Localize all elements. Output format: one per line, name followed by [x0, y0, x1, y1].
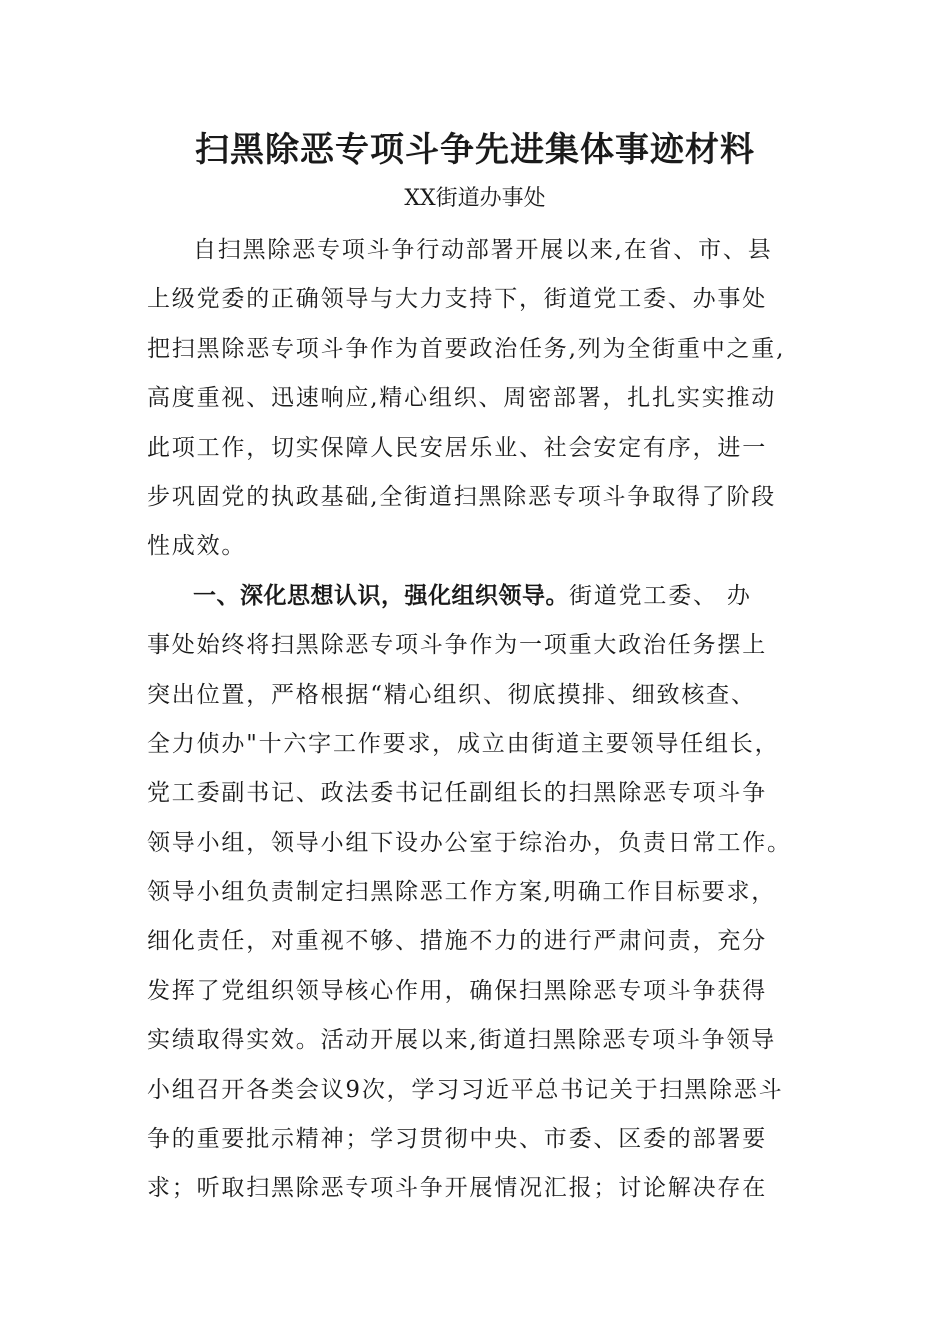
paragraph-line: 争的重要批示精神；学习贯彻中央、市委、区委的部署要 — [147, 1126, 767, 1153]
paragraph-line: 步巩固党的执政基础,全街道扫黑除恶专项斗争取得了阶段 — [147, 483, 777, 510]
paragraph-line: 上级党委的正确领导与大力支持下，街道党工委、办事处 — [147, 286, 767, 313]
document-subtitle: XX街道办事处 — [404, 186, 546, 211]
document-title: 扫黑除恶专项斗争先进集体事迹材料 — [195, 130, 755, 170]
paragraph-line: 高度重视、迅速响应,精心组织、周密部署，扎扎实实推动 — [147, 385, 777, 412]
paragraph-line: 自扫黑除恶专项斗争行动部署开展以来,在省、市、县 — [193, 237, 773, 263]
paragraph-line: 全力侦办"十六字工作要求，成立由街道主要领导任组长， — [147, 730, 780, 757]
paragraph-line: 领导小组，领导小组下设办公室于综治办，负责日常工作。 — [147, 829, 792, 856]
paragraph-line: 把扫黑除恶专项斗争作为首要政治任务,列为全街重中之重, — [147, 335, 786, 362]
paragraph-line: 小组召开各类会议9次，学习习近平总书记关于扫黑除恶斗 — [147, 1076, 784, 1103]
section-first-line — [147, 578, 809, 627]
paragraph-line: 党工委副书记、政法委书记任副组长的扫黑除恶专项斗争 — [147, 780, 767, 807]
section-first-line-text: 街道党工委、 办 — [569, 582, 752, 609]
paragraph-line: 细化责任，对重视不够、措施不力的进行严肃问责，充分 — [147, 928, 767, 955]
paragraph-line: 突出位置，严格根据“精心组织、彻底摸排、细致核查、 — [147, 681, 756, 708]
paragraph-line: 实绩取得实效。活动开展以来,街道扫黑除恶专项斗争领导 — [147, 1027, 777, 1054]
document-body — [147, 232, 809, 1220]
paragraph-line: 发挥了党组织领导核心作用，确保扫黑除恶专项斗争获得 — [147, 977, 767, 1004]
paragraph-line: 此项工作，切实保障人民安居乐业、社会安定有序，进一 — [147, 434, 767, 461]
paragraph-line: 领导小组负责制定扫黑除恶工作方案,明确工作目标要求， — [147, 879, 777, 906]
paragraph-line: 事处始终将扫黑除恶专项斗争作为一项重大政治任务摆上 — [147, 632, 767, 659]
section-heading: 一、深化思想认识，强化组织领导。 — [193, 582, 569, 609]
paragraph-line: 性成效。 — [147, 533, 247, 560]
paragraph-line: 求；听取扫黑除恶专项斗争开展情况汇报；讨论解决存在 — [147, 1175, 767, 1202]
